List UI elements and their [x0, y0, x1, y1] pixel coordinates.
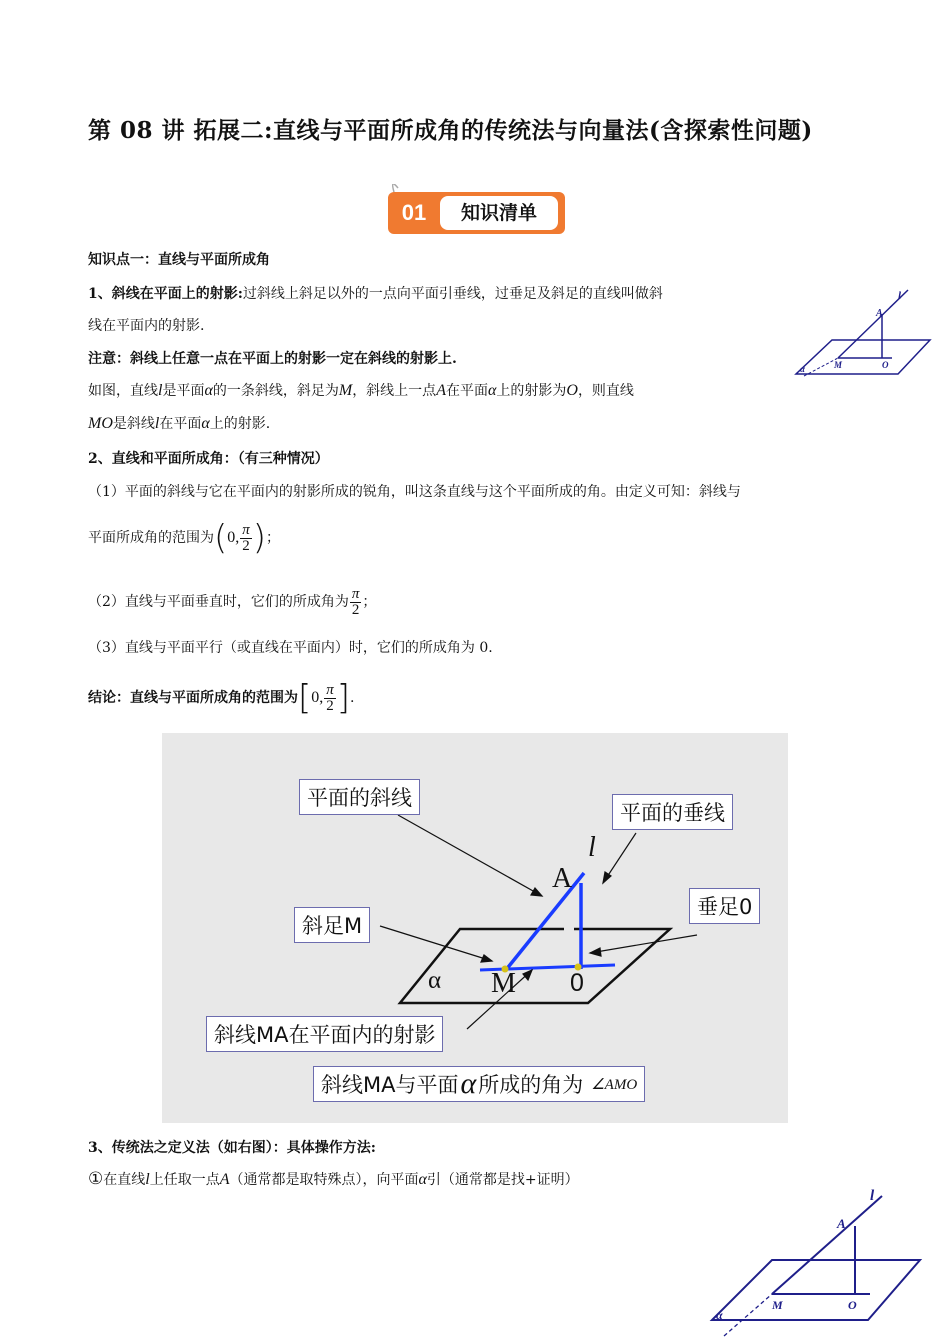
- item1-line2: 线在平面内的射影.: [88, 318, 205, 334]
- big-fig-M: M: [491, 968, 516, 999]
- label-projection: 斜线MA在平面内的射影: [206, 1016, 443, 1052]
- label-foot-m: 斜足M: [294, 907, 370, 943]
- item3-heading: 3、传统法之定义法（如右图）：具体操作方法:: [88, 1140, 376, 1156]
- bottom-fig-A: A: [837, 1216, 846, 1231]
- example-line1: 如图，直线l是平面α的一条斜线，斜足为M，斜线上一点A在平面α上的射影为O，则直线: [88, 382, 634, 399]
- badge-label: 知识清单: [460, 202, 538, 224]
- small-plane-figure: [790, 288, 935, 380]
- conclusion: 结论：直线与平面所成角的范围为 [ 0, $\frac{\pi}{2}$ ] .: [88, 678, 355, 718]
- example-line2: MO是斜线l在平面α上的射影.: [88, 415, 271, 432]
- label-foot-o: 垂足0: [689, 888, 760, 924]
- bottom-fig-O: O: [848, 1298, 857, 1312]
- bottom-plane-figure: [700, 1186, 925, 1344]
- badge-number: 01: [401, 200, 427, 225]
- angle-diagram: [162, 733, 788, 1123]
- small-fig-l: l: [898, 290, 902, 302]
- item1-label: 1、斜线在平面上的射影:: [88, 286, 243, 302]
- big-fig-A: A: [552, 863, 573, 894]
- small-fig-O: O: [882, 360, 889, 370]
- page-title: 第 08 讲 拓展二:直线与平面所成角的传统法与向量法(含探索性问题): [88, 117, 813, 144]
- bottom-fig-l: l: [870, 1188, 875, 1204]
- big-fig-alpha: α: [428, 967, 442, 994]
- label-oblique-line: 平面的斜线: [299, 779, 420, 815]
- item2-heading: 2、直线和平面所成角：（有三种情况）: [88, 451, 329, 467]
- case3: （3）直线与平面平行（或直线在平面内）时，它们的所成角为 0.: [88, 640, 493, 656]
- item1-line1: [88, 284, 663, 304]
- step1: ①在直线l上任取一点A（通常都是取特殊点），向平面α引（通常都是找+证明）: [88, 1169, 579, 1189]
- angle-diagram-drawing: [162, 733, 788, 1123]
- note: 注意：斜线上任意一点在平面上的射影一定在斜线的射影上.: [88, 351, 457, 367]
- case1-line1: （1）平面的斜线与它在平面内的射影所成的锐角，叫这条直线与这个平面所成的角。由定义可知：斜线与: [88, 484, 741, 500]
- label-perpendicular-line: 平面的垂线: [612, 794, 733, 830]
- small-fig-A: A: [876, 308, 883, 319]
- big-fig-O: 0: [570, 969, 584, 997]
- label-angle: 斜线MA与平面 α 所成的角为 ∠AMO: [313, 1066, 645, 1102]
- item1-text: 过斜线上斜足以外的一点向平面引垂线，过垂足及斜足的直线叫做斜: [242, 286, 663, 302]
- case2: （2）直线与平面垂直时，它们的所成角为 $\frac{\pi}{2}$ ；: [88, 585, 377, 618]
- bottom-fig-alpha: α: [716, 1308, 723, 1322]
- section-heading: 知识点一：直线与平面所成角: [88, 252, 270, 268]
- small-fig-M: M: [834, 360, 843, 370]
- bottom-fig-M: M: [772, 1298, 783, 1312]
- case1-line2: 平面所成角的范围为 ( 0, $\frac{\pi}{2}$ ) ；: [88, 518, 281, 558]
- section-badge: [388, 184, 565, 234]
- big-fig-l: l: [588, 832, 596, 863]
- small-fig-alpha: α: [800, 364, 805, 374]
